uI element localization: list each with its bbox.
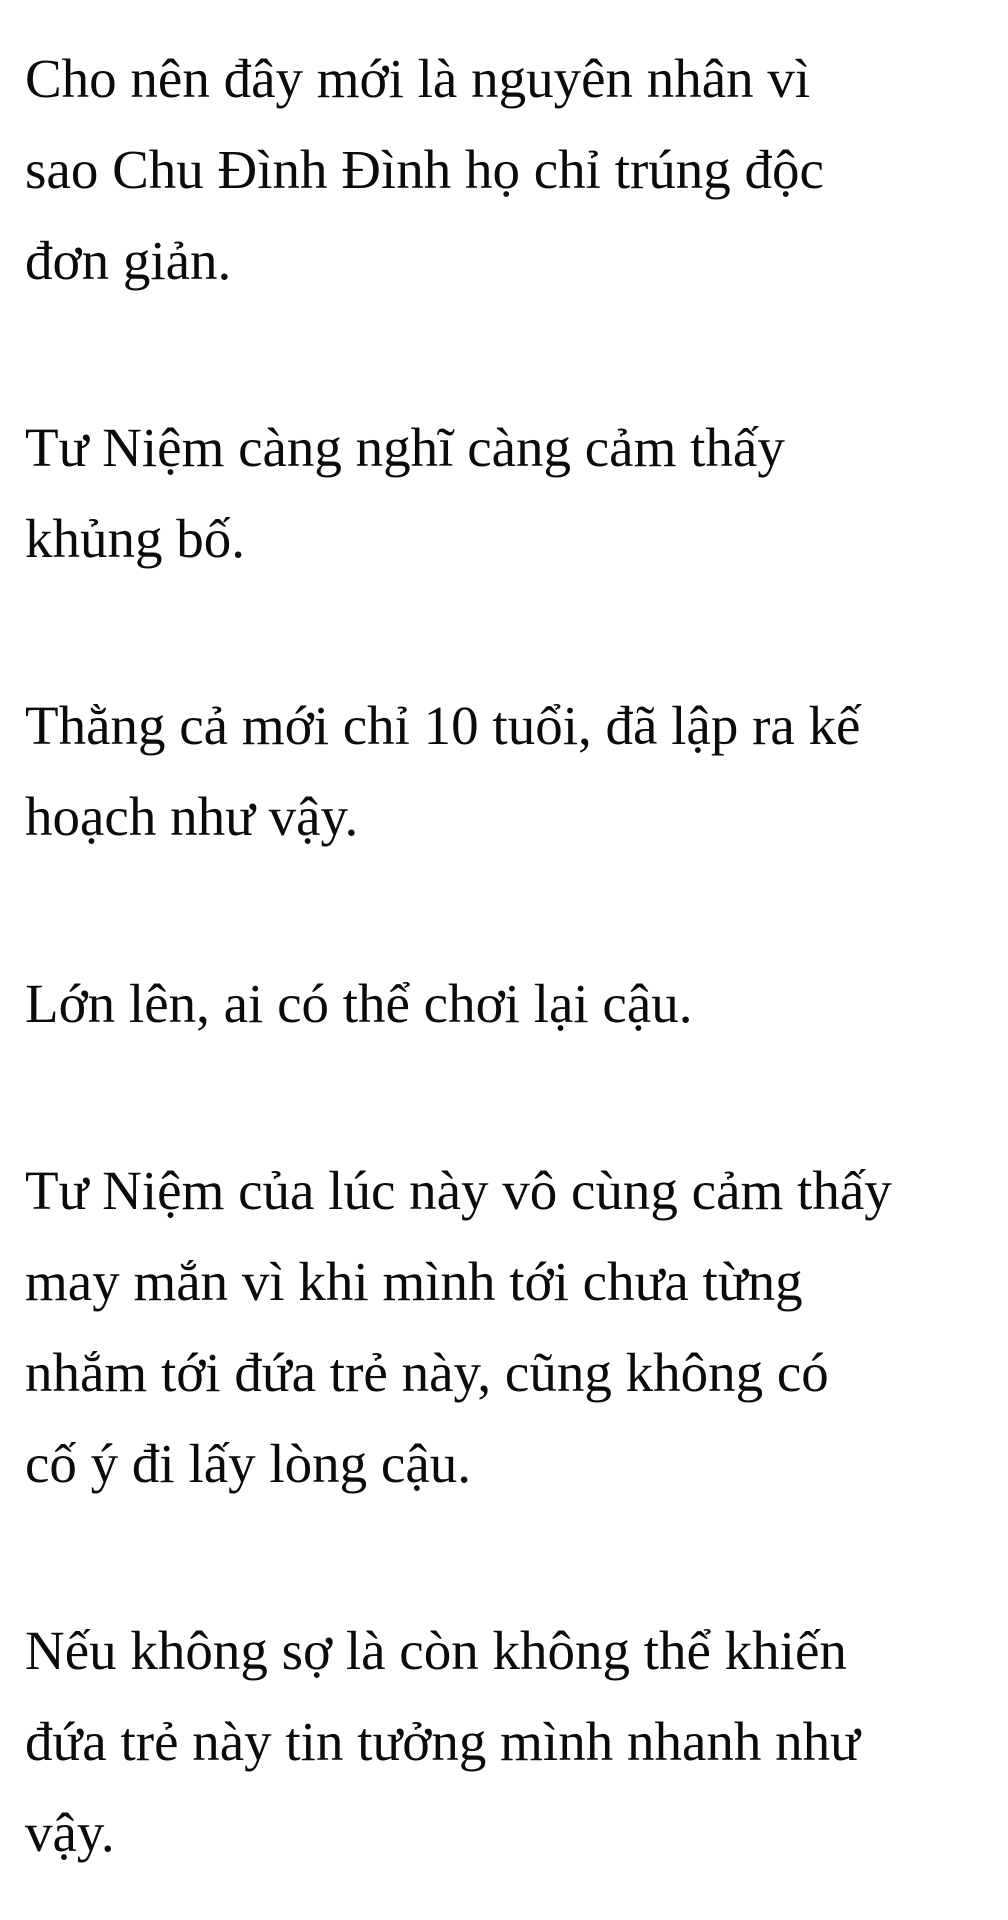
text-line: hoạch như vậy.	[25, 786, 359, 847]
text-line: vậy.	[25, 1802, 115, 1863]
text-line: Cho nên đây mới là nguyên nhân vì	[25, 48, 811, 109]
text-line: cố ý đi lấy lòng cậu.	[25, 1433, 471, 1494]
paragraph	[25, 33, 990, 306]
text-line: may mắn vì khi mình tới chưa từng	[25, 1251, 803, 1312]
paragraph	[25, 1145, 990, 1509]
text-line: Nếu không sợ là còn không thể khiến	[25, 1620, 847, 1681]
text-line: Tư Niệm của lúc này vô cùng cảm thấy	[25, 1160, 892, 1221]
text-line: Tư Niệm càng nghĩ càng cảm thấy	[25, 417, 785, 478]
text-line: đơn giản.	[25, 230, 232, 291]
text-line: Lớn lên, ai có thể chơi lại cậu.	[25, 973, 693, 1034]
paragraph	[25, 1605, 990, 1878]
text-line: nhắm tới đứa trẻ này, cũng không có	[25, 1342, 829, 1403]
text-line: sao Chu Đình Đình họ chỉ trúng độc	[25, 139, 824, 200]
paragraph	[25, 680, 990, 862]
paragraph	[25, 958, 990, 1049]
text-line: khủng bố.	[25, 508, 245, 569]
text-line: Thằng cả mới chỉ 10 tuổi, đã lập ra kế	[25, 695, 861, 756]
text-line: đứa trẻ này tin tưởng mình nhanh như	[25, 1711, 860, 1772]
paragraph	[25, 402, 990, 584]
